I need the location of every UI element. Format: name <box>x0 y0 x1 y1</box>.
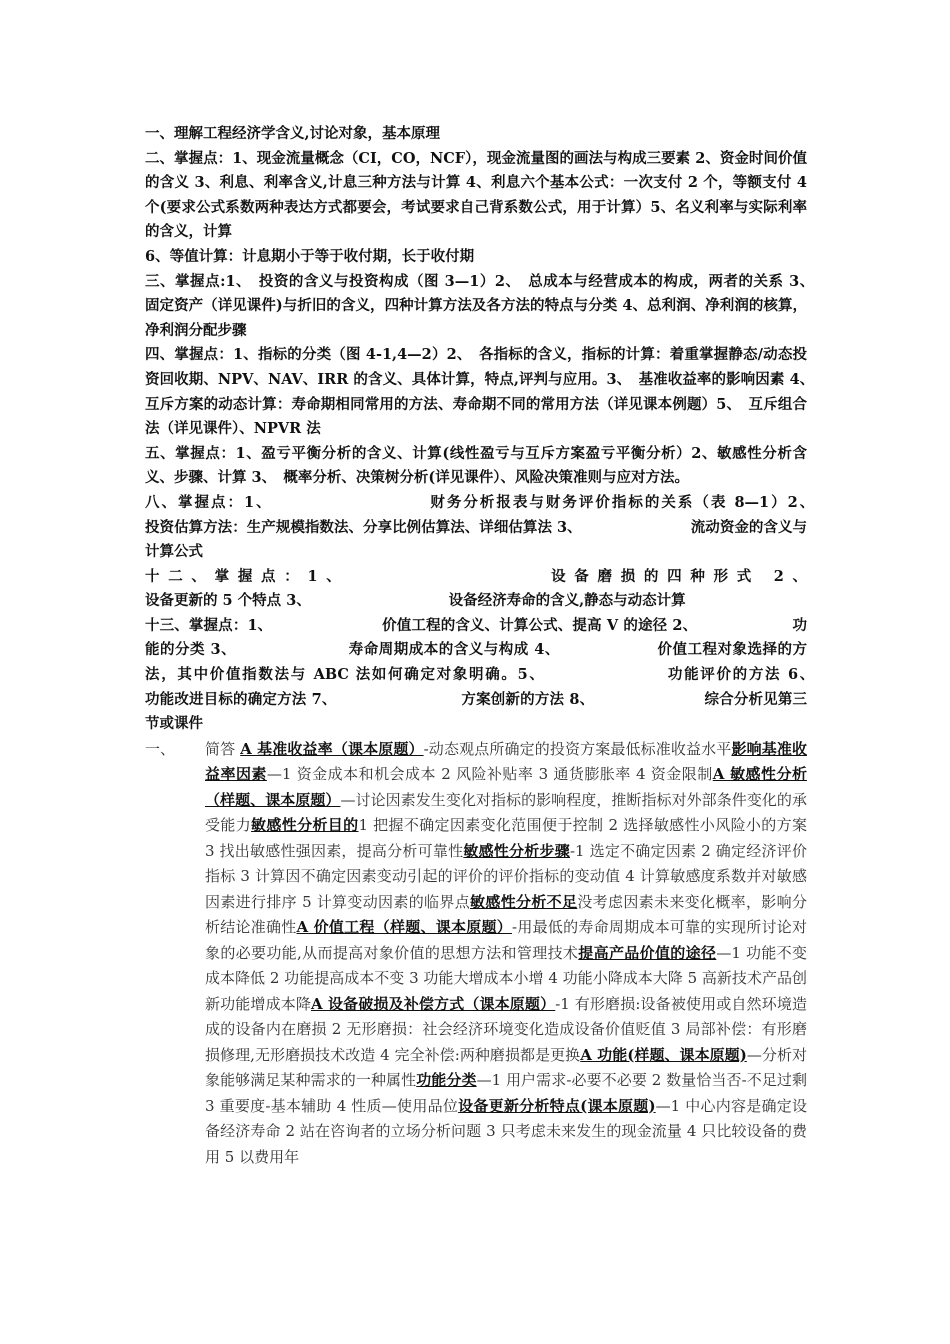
section-8: 八、掌握点：1、 财务分析报表与财务评价指标的关系（表 8—1）2、 投资估算方法：生产规模指数法、分享比例估算法、详细估算法 3、 流动资金的含义与计算公式 <box>145 493 923 561</box>
term-heading: A 设备破损及补偿方式（课本原题） <box>311 994 556 1013</box>
term-heading: A 敏感性分析（样题、课本原题） <box>205 765 807 809</box>
term-heading: 敏感性分析步骤 <box>463 841 570 860</box>
term-text: -用最低的寿命周期成本可靠的实现所讨论对象的必要功能,从而提高对象价值的思想方法和管理技术 <box>205 918 807 962</box>
term-heading: A 功能(样题、课本原题) <box>580 1045 747 1064</box>
term-text: —讨论因素发生变化对指标的影响程度，推断指标对外部条件变化的承受能力 <box>205 790 807 835</box>
section-4: 四、掌握点：1、指标的分类（图 4-1,4—2）2、 各指标的含义，指标的计算：着重掌握静态/动态投资回收期、NPV、NAV、IRR 的含义、具体计算，特点,评判与应用。3、 基准收益率的影响因素 4、 互斥方案的动态计算：寿命期相同常用的方法、寿命期不同的常用方法（详见课本例题）5、 互斥组合法（详见课件）、NPVR 法 <box>145 346 822 438</box>
short-answer-block <box>145 737 807 1171</box>
term-text: —1 中心内容是确定设备经济寿命 2 站在咨询者的立场分析问题 3 只考虑未来发生的现金流量 4 只比较设备的费用 5 以费用年 <box>205 1096 808 1166</box>
term-text: —1 资金成本和机会成本 2 风险补贴率 3 通货膨胀率 4 资金限制 <box>266 765 713 784</box>
term-heading: 提高产品价值的途径 <box>578 943 717 962</box>
short-answer-number: 一、 <box>145 739 176 758</box>
section-12-cont: 设备更新的 5 个特点 3、 设备经济寿命的含义,静态与动态计算 <box>145 592 686 610</box>
term-heading: A 基准收益率（课本原题） <box>240 739 424 758</box>
term-heading: A 价值工程（样题、课本原题） <box>296 918 513 937</box>
section-12: 十二、掌握点：1、 设备磨损的四种形式 2、 <box>145 567 807 585</box>
short-answer-title: 简答 <box>205 739 236 758</box>
section-1: 一、理解工程经济学含义,讨论对象，基本原理 <box>145 125 441 142</box>
term-text: -动态观点所确定的投资方案最低标准收益水平 <box>423 739 732 758</box>
section-5: 五、掌握点：1、盈亏平衡分析的含义、计算(线性盈亏与互斥方案盈亏平衡分析）2、敏感性分析含义、步骤、计算 3、 概率分析、决策树分析(详见课件）、风险决策准则与应对方法。 <box>145 444 807 487</box>
term-text: -1 有形磨损:设备被使用或自然环境造成的设备内在磨损 2 无形磨损：社会经济环境变化造成设备价值贬值 3 局部补偿：有形磨损修理,无形磨损技术改造 4 完全补偿:两种磨损都是更换 <box>205 994 807 1064</box>
section-2-cont: 6、等值计算：计息期小于等于收付期，长于收付期 <box>145 247 475 265</box>
document-page <box>145 122 923 1170</box>
term-text: —1 功能不变成本降低 2 功能提高成本不变 3 功能大增成本小增 4 功能小降成本大降 5 高新技术产品创新功能增成本降 <box>205 943 807 1013</box>
term-text: —分析对象能够满足某种需求的一种属性 <box>205 1045 807 1090</box>
term-heading: 敏感性分析不足 <box>470 892 578 911</box>
section-2: 二、掌握点：1、现金流量概念（CI，CO，NCF），现金流量图的画法与构成三要素 2、资金时间价值的含义 3、利息、利率含义,计息三种方法与计算 4、利息六个基本公式：一次支付 2 个，等额支付 4 个(要求公式系数两种表达方式都要会，考试要求自己背系数公式，用于计算）5、名义利率与实际利率的含义，计算 <box>145 149 807 241</box>
section-13: 十三、掌握点：1、 价值工程的含义、计算公式、提高 V 的途径 2、 功能的分类 3、 寿命周期成本的含义与构成 4、 价值工程对象选择的方法，其中价值指数法与 ABC 法如何确定对象明确。5、 功能评价的方法 6、 功能改进目标的确定方法 7、 方案创新的方法 8、 综合分析见第三节或课件 <box>145 616 923 733</box>
term-text: -1 选定不确定因素 2 确定经济评价指标 3 计算因不确定因素变动引起的评价的评价指标的变动值 4 计算敏感度系数并对敏感因素进行排序 5 计算变动因素的临界点 <box>205 841 807 911</box>
term-heading: 影响基准收益率因素 <box>205 739 807 784</box>
term-heading: 设备更新分析特点(课本原题) <box>458 1096 656 1115</box>
term-text: 1 把握不确定因素变化范围便于控制 2 选择敏感性小风险小的方案 3 找出敏感性强因素，提高分析可靠性 <box>205 816 807 860</box>
term-heading: 功能分类 <box>416 1071 477 1090</box>
term-text: —1 用户需求-必要不必要 2 数量恰当否-不足过剩 3 重要度-基本辅助 4 性质—使用品位 <box>205 1071 807 1115</box>
term-heading: 敏感性分析目的 <box>251 816 359 835</box>
term-text: 没考虑因素未来变化概率，影响分析结论准确性 <box>205 892 807 937</box>
section-3: 三、掌握点:1、 投资的含义与投资构成（图 3—1）2、 总成本与经营成本的构成，两者的关系 3、 固定资产（详见课件)与折旧的含义，四种计算方法及各方法的特点与分类 4、总利润、净利润的核算，净利润分配步骤 <box>145 272 836 339</box>
